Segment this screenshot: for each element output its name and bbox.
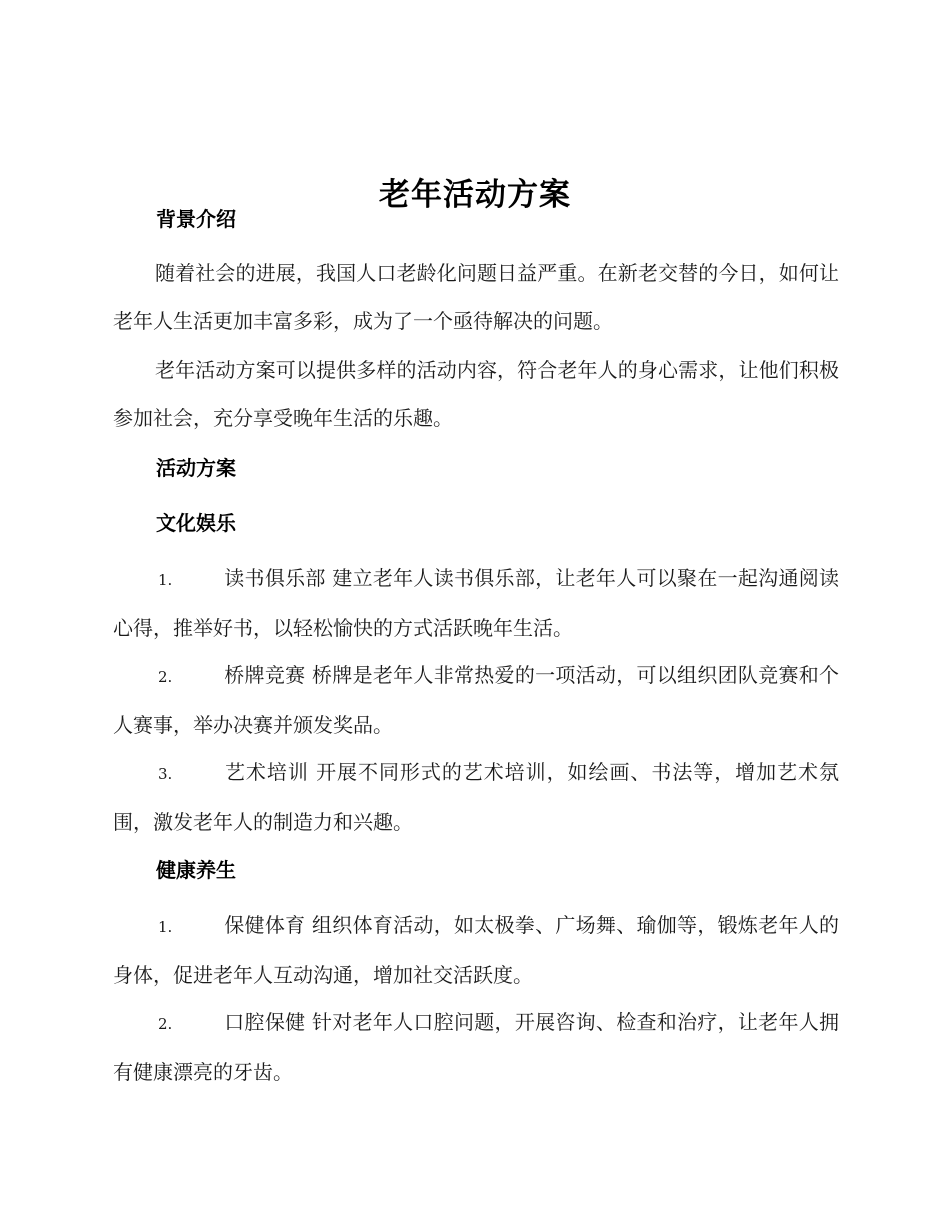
section-heading-plan: 活动方案 bbox=[156, 456, 236, 480]
list-item-text: 读书俱乐部 建立老年人读书俱乐部，让老年人可以聚在一起沟通阅读心得，推举好书，以轻松愉快的方式活跃晚年生活。 bbox=[113, 566, 839, 640]
section-heading-background: 背景介绍 bbox=[156, 207, 236, 231]
list-item-culture-2 bbox=[113, 651, 839, 749]
subsection-heading-health: 健康养生 bbox=[156, 858, 236, 882]
paragraph-background-2: 老年活动方案可以提供多样的活动内容，符合老年人的身心需求，让他们积极参加社会，充分享受晚年生活的乐趣。 bbox=[113, 358, 839, 430]
subsection-heading-culture: 文化娱乐 bbox=[156, 511, 236, 535]
list-item-number: 1. bbox=[158, 571, 173, 589]
list-item-number: 2. bbox=[158, 1015, 173, 1033]
list-item-health-2 bbox=[113, 998, 839, 1096]
list-item-text: 艺术培训 开展不同形式的艺术培训，如绘画、书法等，增加艺术氛围，激发老年人的制造力和兴趣。 bbox=[113, 760, 839, 834]
list-item-text: 保健体育 组织体育活动，如太极拳、广场舞、瑜伽等，锻炼老年人的身体，促进老年人互动沟通，增加社交活跃度。 bbox=[113, 913, 839, 987]
document-title: 老年活动方案 bbox=[379, 176, 571, 213]
list-item-number: 1. bbox=[158, 918, 173, 936]
list-item-text: 口腔保健 针对老年人口腔问题，开展咨询、检查和治疗，让老年人拥有健康漂亮的牙齿。 bbox=[113, 1010, 839, 1084]
list-item-culture-1 bbox=[113, 554, 839, 652]
paragraph-background-1: 随着社会的进展，我国人口老龄化问题日益严重。在新老交替的今日，如何让老年人生活更加丰富多彩，成为了一个亟待解决的问题。 bbox=[113, 261, 839, 333]
list-item-text: 桥牌竞赛 桥牌是老年人非常热爱的一项活动，可以组织团队竞赛和个人赛事，举办决赛并颁发奖品。 bbox=[113, 663, 839, 737]
list-item-number: 3. bbox=[158, 765, 173, 783]
list-item-number: 2. bbox=[158, 668, 173, 686]
list-item-culture-3 bbox=[113, 748, 839, 846]
list-item-health-1 bbox=[113, 901, 839, 999]
